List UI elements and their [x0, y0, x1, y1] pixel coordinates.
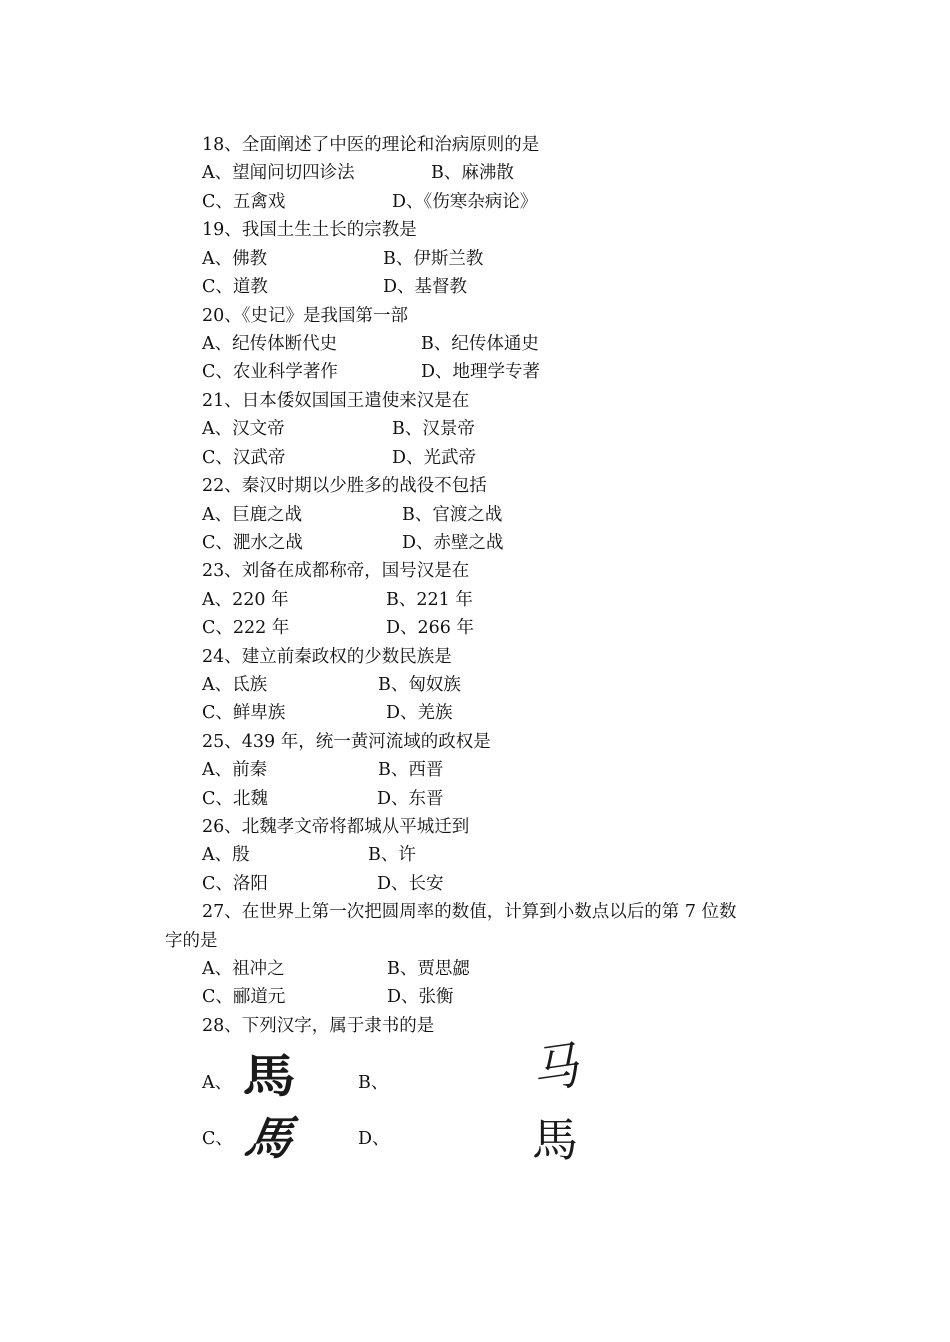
q20-option-c: C、农业科学著作 [202, 362, 338, 382]
q22-option-a: A、巨鹿之战 [202, 505, 303, 525]
q28-glyph-d-regular: 馬 [532, 1113, 578, 1167]
question-25-stem: 25、439 年，统一黄河流域的政权是 [202, 732, 491, 752]
q23-option-d: D、266 年 [386, 618, 474, 638]
q19-option-c: C、道教 [202, 277, 268, 297]
q26-option-b: B、许 [368, 845, 416, 865]
q24-option-a: A、氐族 [202, 675, 268, 695]
q23-option-a: A、220 年 [202, 590, 289, 610]
question-26-stem: 26、北魏孝文帝将都城从平城迁到 [202, 817, 470, 837]
q25-option-b: B、西晋 [378, 760, 444, 780]
q26-option-a: A、殷 [202, 845, 250, 865]
q22-option-b: B、官渡之战 [402, 505, 503, 525]
q26-option-d: D、长安 [377, 874, 444, 894]
q25-option-d: D、东晋 [377, 789, 444, 809]
q19-option-d: D、基督教 [383, 277, 468, 297]
q26-option-c: C、洛阳 [202, 874, 268, 894]
q25-option-c: C、北魏 [202, 789, 268, 809]
q22-option-d: D、赤壁之战 [402, 533, 504, 553]
q20-option-d: D、地理学专著 [421, 362, 541, 382]
q21-option-d: D、光武帝 [392, 448, 477, 468]
question-24-stem: 24、建立前秦政权的少数民族是 [202, 647, 452, 667]
q28-option-c: C、 [202, 1129, 233, 1149]
q28-option-d: D、 [358, 1129, 390, 1149]
q20-option-b: B、纪传体通史 [421, 334, 539, 354]
q28-glyph-a-clerical: 馬 [242, 1049, 296, 1103]
q23-option-c: C、222 年 [202, 618, 290, 638]
q28-option-b: B、 [358, 1073, 389, 1093]
q28-glyph-b-cursive: 马 [528, 1035, 582, 1101]
q25-option-a: A、前秦 [202, 760, 268, 780]
q19-option-b: B、伊斯兰教 [383, 249, 484, 269]
question-28-stem: 28、下列汉字，属于隶书的是 [202, 1016, 435, 1036]
question-21-stem: 21、日本倭奴国国王遣使来汉是在 [202, 391, 470, 411]
question-18-stem: 18、全面阐述了中医的理论和治病原则的是 [202, 135, 540, 155]
q27-option-a: A、祖冲之 [202, 959, 285, 979]
q27-option-d: D、张衡 [387, 987, 454, 1007]
q20-option-a: A、纪传体断代史 [202, 334, 338, 354]
question-22-stem: 22、秦汉时期以少胜多的战役不包括 [202, 476, 487, 496]
q28-glyph-c-running: 馬 [241, 1111, 297, 1165]
q19-option-a: A、佛教 [202, 249, 268, 269]
question-27-stem: 27、在世界上第一次把圆周率的数值，计算到小数点以后的第 7 位数 [202, 902, 737, 922]
q18-option-b: B、麻沸散 [431, 163, 514, 183]
question-23-stem: 23、刘备在成都称帝，国号汉是在 [202, 561, 470, 581]
q18-option-c: C、五禽戏 [202, 192, 286, 212]
question-20-stem: 20、《史记》是我国第一部 [202, 306, 409, 326]
q22-option-c: C、淝水之战 [202, 533, 303, 553]
q23-option-b: B、221 年 [386, 590, 473, 610]
q28-option-a: A、 [202, 1073, 233, 1093]
q21-option-c: C、汉武帝 [202, 448, 286, 468]
question-27-stem-continued: 字的是 [165, 931, 218, 951]
q18-option-d: D、《伤寒杂病论》 [392, 192, 538, 212]
q27-option-c: C、郦道元 [202, 987, 286, 1007]
q21-option-b: B、汉景帝 [392, 419, 475, 439]
q24-option-b: B、匈奴族 [378, 675, 461, 695]
q27-option-b: B、贾思勰 [387, 959, 470, 979]
q24-option-c: C、鲜卑族 [202, 703, 286, 723]
q24-option-d: D、羌族 [386, 703, 453, 723]
question-19-stem: 19、我国土生土长的宗教是 [202, 220, 417, 240]
q18-option-a: A、望闻问切四诊法 [202, 163, 355, 183]
q21-option-a: A、汉文帝 [202, 419, 285, 439]
